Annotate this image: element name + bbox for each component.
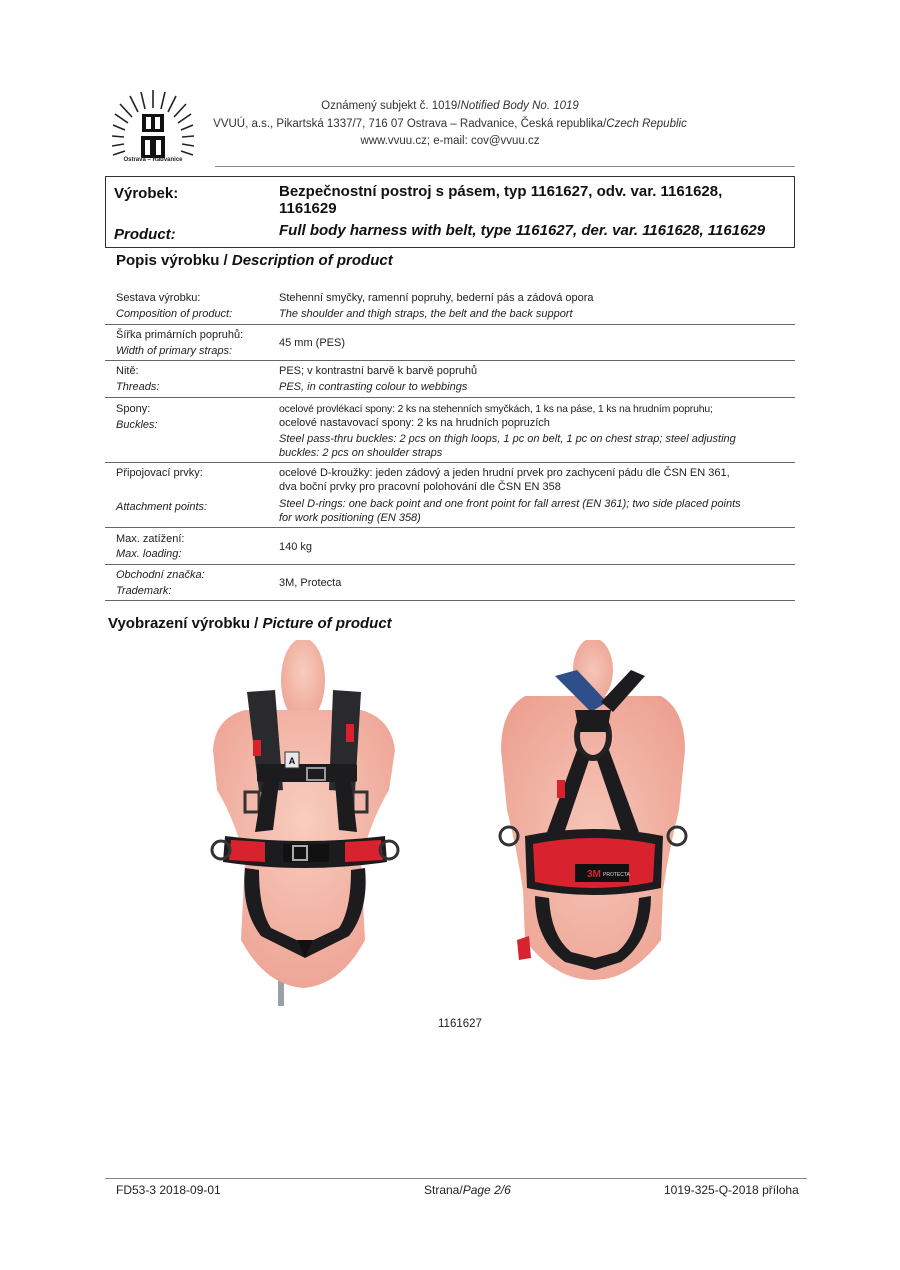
row-attachment-value-en-1: Steel D-rings: one back point and one front point for fall arrest (EN 361); two side placed points — [279, 498, 741, 510]
product-label-en: Product: — [114, 226, 176, 243]
logo-caption: Ostrava – Radvanice — [123, 157, 183, 163]
harness-back-photo — [495, 640, 690, 1010]
notified-body-line — [0, 100, 900, 112]
row-width-label-cz: Šířka primárních popruhů: — [116, 329, 244, 341]
address-line — [0, 118, 900, 130]
row-width-value: 45 mm (PES) — [279, 337, 346, 349]
row-composition-label-cz: Sestava výrobku: — [116, 292, 201, 304]
notified-en: Notified Body No. 1019 — [460, 100, 579, 112]
row-buckles-label-cz: Spony: — [116, 403, 151, 415]
row-buckles-value-cz-2: ocelové nastavovací spony: 2 ks na hrudních popruzích — [279, 417, 550, 429]
description-title-en: Description of product — [231, 252, 393, 269]
table-divider — [105, 324, 795, 325]
row-buckles-value-en-2: buckles: 2 pcs on shoulder straps — [279, 447, 443, 459]
row-attachment-value-cz-1: ocelové D-kroužky: jeden zádový a jeden hrudní prvek pro zachycení pádu dle ČSN EN 361, — [279, 467, 730, 479]
table-divider — [105, 527, 795, 528]
footer-page-cz: Strana/ — [424, 1183, 463, 1197]
harness-front-photo — [205, 640, 405, 1010]
row-width-label-en: Width of primary straps: — [116, 345, 233, 357]
contact-line: www.vvuu.cz; e-mail: cov@vvuu.cz — [360, 135, 540, 147]
product-title-cz-line1: Bezpečnostní postroj s pásem, typ 1161627, odv. var. 1161628, — [279, 183, 723, 200]
row-attachment-label-en: Attachment points: — [116, 501, 208, 513]
footer-form-code: FD53-3 2018-09-01 — [116, 1183, 221, 1197]
row-threads-value-cz: PES; v kontrastní barvě k barvě popruhů — [279, 365, 478, 377]
table-divider — [105, 462, 795, 463]
row-buckles-value-en-1: Steel pass-thru buckles: 2 pcs on thigh loops, 1 pc on belt, 1 pc on chest strap; steel adjusting — [279, 433, 736, 445]
row-threads-value-en: PES, in contrasting colour to webbings — [279, 381, 468, 393]
back-brand-tag: PROTECTA — [603, 872, 630, 878]
header-divider — [215, 166, 795, 167]
footer-page-number — [424, 1183, 511, 1197]
row-composition-label-en: Composition of product: — [116, 308, 233, 320]
row-attachment-value-cz-2: dva boční prvky pro pracovní polohování dle ČSN EN 358 — [279, 481, 561, 493]
table-divider — [105, 600, 795, 601]
row-attachment-label-cz: Připojovací prvky: — [116, 467, 203, 479]
footer-divider — [105, 1178, 807, 1179]
notified-cz: Oznámený subjekt č. 1019/ — [321, 100, 461, 112]
row-threads-label-cz: Nitě: — [116, 365, 139, 377]
description-title — [116, 252, 393, 269]
table-divider — [105, 360, 795, 361]
description-title-cz: Popis výrobku / — [116, 252, 232, 269]
footer-page-en: Page 2/6 — [462, 1183, 511, 1197]
row-loading-label-cz: Max. zatížení: — [116, 533, 185, 545]
table-divider — [105, 397, 795, 398]
picture-title — [108, 615, 392, 632]
picture-title-cz: Vyobrazení výrobku / — [108, 615, 263, 632]
row-trademark-label-cz: Obchodní značka: — [116, 569, 205, 581]
row-buckles-label-en: Buckles: — [116, 419, 158, 431]
back-3m-tag: 3M — [587, 869, 601, 880]
footer-doc-ref: 1019-325-Q-2018 příloha — [664, 1183, 799, 1197]
row-trademark-label-en: Trademark: — [116, 585, 172, 597]
product-title-cz-line2: 1161629 — [279, 200, 337, 217]
row-composition-value-en: The shoulder and thigh straps, the belt and the back support — [279, 308, 573, 320]
picture-caption: 1161627 — [438, 1018, 482, 1030]
row-trademark-value: 3M, Protecta — [279, 577, 342, 589]
row-buckles-value-cz-1: ocelové provlékací spony: 2 ks na stehenních smyčkách, 1 ks na páse, 1 ks na hrudním popruhu; — [279, 403, 713, 415]
row-composition-value-cz: Stehenní smyčky, ramenní popruhy, bederní pás a zádová opora — [279, 292, 594, 304]
row-threads-label-en: Threads: — [116, 381, 160, 393]
address-cz: VVUÚ, a.s., Pikartská 1337/7, 716 07 Ostrava – Radvanice, Česká republika/ — [213, 118, 607, 130]
front-tag-letter: A — [288, 756, 296, 766]
row-loading-value: 140 kg — [279, 541, 313, 553]
product-label-cz: Výrobek: — [114, 185, 179, 202]
address-en: Czech Republic — [606, 118, 687, 130]
row-attachment-value-en-2: for work positioning (EN 358) — [279, 512, 421, 524]
picture-title-en: Picture of product — [262, 615, 392, 632]
row-loading-label-en: Max. loading: — [116, 548, 182, 560]
table-divider — [105, 564, 795, 565]
product-title-en: Full body harness with belt, type 1161627, der. var. 1161628, 1161629 — [279, 222, 766, 239]
